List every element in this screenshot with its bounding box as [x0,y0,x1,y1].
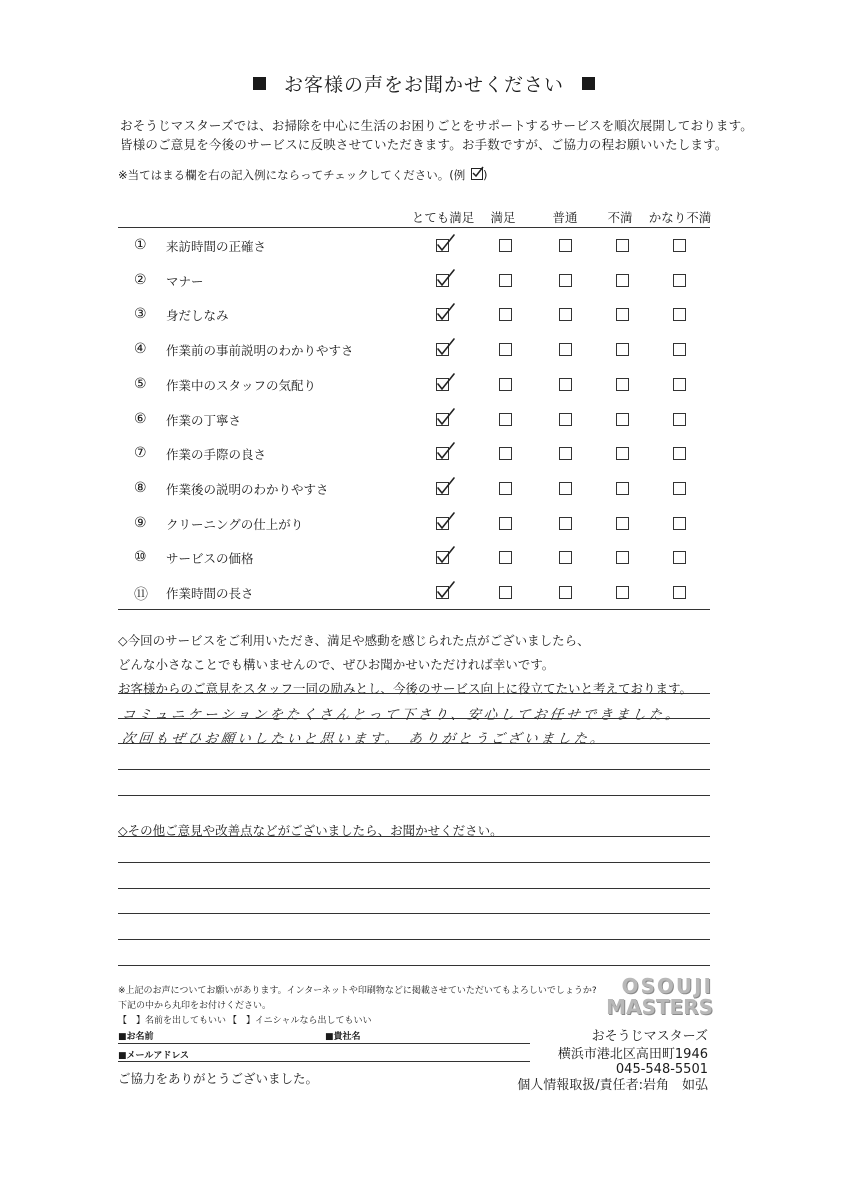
other-line-2 [118,862,710,863]
checkbox-満足[interactable] [499,517,512,530]
checkbox-不満[interactable] [616,378,629,391]
other-line-5 [118,939,710,940]
question-number: ④ [134,341,147,358]
company-logo [598,976,713,1018]
question-number: ① [134,237,147,253]
table-row [118,264,710,298]
question-number: ⑤ [134,375,147,392]
checkbox-checked[interactable] [436,274,449,287]
question-number: ③ [134,306,147,323]
note-close: ) [482,168,488,182]
question-number: ② [134,271,147,288]
question-number: ⑦ [134,445,147,462]
checkbox-かなり不満[interactable] [673,274,686,287]
checkbox-checked[interactable] [436,308,449,321]
page-title [0,70,848,97]
checkbox-かなり不満[interactable] [673,239,686,252]
checkbox-不満[interactable] [616,308,629,321]
checkbox-満足[interactable] [499,482,512,495]
logo-line-2: MASTERS [606,995,713,1019]
comment-line-5 [118,795,710,796]
checkbox-普通[interactable] [559,274,572,287]
question-number: ⑪ [134,587,148,603]
other-line-4 [118,913,710,914]
table-top-rule [118,227,710,228]
comment-line-3 [118,743,710,744]
checkbox-かなり不満[interactable] [673,517,686,530]
table-row [118,403,710,437]
checkbox-満足[interactable] [499,378,512,391]
question-label: 来訪時間の正確さ [166,239,267,254]
privacy-manager: 個人情報取扱/責任者:岩角 如弘 [517,1078,708,1093]
table-row [118,576,710,610]
question-label: 作業時間の長さ [166,586,254,601]
checkbox-かなり不満[interactable] [673,482,686,495]
question-label: 作業前の事前説明のわかりやすさ [166,343,354,359]
name-field-line[interactable] [118,1043,530,1044]
checkbox-checked[interactable] [436,482,449,495]
email-field-line[interactable] [118,1061,530,1062]
table-row [118,437,710,471]
company-phone: 045-548-5501 [615,1062,708,1077]
name-label-text: ■お名前 [118,1032,154,1042]
comment-prompt-1: ◇今回のサービスをご利用いただき、満足や感動を感じられた点がございましたら、 [118,633,590,648]
question-number: ⑩ [134,549,147,566]
checkbox-不満[interactable] [616,343,629,356]
table-row [118,507,710,541]
checkbox-普通[interactable] [559,308,572,321]
checkbox-普通[interactable] [559,378,572,391]
other-prompt: ◇その他ご意見や改善点などがございましたら、お聞かせください。 [118,823,503,838]
checkbox-不満[interactable] [616,482,629,495]
checkbox-満足[interactable] [499,413,512,426]
handwritten-comment-2: 次回もぜひお願いしたいと思います。 ありがとうございました。 [120,731,608,747]
other-line-1 [118,836,710,837]
checkbox-不満[interactable] [616,239,629,252]
checkbox-かなり不満[interactable] [673,343,686,356]
question-label: 作業の手際の良さ [166,447,267,463]
company-label-text: ■貴社名 [325,1032,361,1042]
checkbox-かなり不満[interactable] [673,551,686,564]
checkbox-満足[interactable] [499,447,512,460]
email-label [118,1048,189,1061]
col-dissatisfied: 不満 [607,210,633,225]
comment-line-1 [118,693,710,694]
option-name-ok[interactable]: 【 】名前を出してもいい [118,1016,227,1026]
title-square-left [253,77,266,90]
checkbox-checked[interactable] [436,239,449,252]
checkbox-checked[interactable] [436,447,449,460]
checkbox-checked[interactable] [436,378,449,391]
checkbox-不満[interactable] [616,447,629,460]
table-row [118,298,710,332]
option-initial-ok[interactable]: 【 】イニシャルなら出してもいい [228,1016,372,1026]
checkbox-普通[interactable] [559,551,572,564]
checkbox-不満[interactable] [616,274,629,287]
example-checkbox [471,168,483,180]
comment-line-4 [118,769,710,770]
checkbox-かなり不満[interactable] [673,447,686,460]
comment-prompt-2: どんな小さなことでも構いませんので、ぜひお聞かせいただければ幸いです。 [118,657,555,672]
checkbox-かなり不満[interactable] [673,308,686,321]
table-row [118,541,710,575]
checkbox-かなり不満[interactable] [673,413,686,426]
checkbox-満足[interactable] [499,274,512,287]
checkbox-普通[interactable] [559,343,572,356]
comment-line-2 [118,718,710,719]
checkbox-不満[interactable] [616,517,629,530]
title-square-right [582,77,595,90]
checkbox-不満[interactable] [616,551,629,564]
instruction-note [118,167,487,183]
checkbox-満足[interactable] [499,586,512,599]
name-label [118,1029,154,1042]
col-very-satisfied: とても満足 [411,210,475,225]
thanks-message: ご協力をありがとうございました。 [118,1071,319,1086]
question-label: 作業後の説明のわかりやすさ [166,481,329,497]
checkbox-普通[interactable] [559,517,572,530]
checkbox-普通[interactable] [559,413,572,426]
checkbox-かなり不満[interactable] [673,378,686,391]
intro-line-2: 皆様のご意見を今後のサービスに反映させていただきます。お手数ですが、ご協力の程お願いいたします。 [120,137,728,152]
checkbox-checked[interactable] [436,343,449,356]
question-number: ⑥ [134,410,147,427]
checkbox-かなり不満[interactable] [673,586,686,599]
question-label: サービスの価格 [166,551,254,567]
table-row [118,333,710,367]
checkbox-不満[interactable] [616,586,629,599]
other-line-3 [118,888,710,889]
question-label: 作業の丁寧さ [166,412,242,428]
question-number: ⑨ [134,514,147,531]
checkbox-checked[interactable] [436,586,449,599]
checkbox-checked[interactable] [436,551,449,564]
publication-notice: ※上記のお声についてお願いがあります。インターネットや印刷物などに掲載させていただいてもよろしいでしょうか? [118,986,597,996]
checkbox-満足[interactable] [499,239,512,252]
col-satisfied: 満足 [490,210,516,225]
other-line-6 [118,965,710,966]
question-number: ⑧ [134,479,147,496]
question-label: マナー [166,273,204,289]
logo-line-1: OSOUJI [621,974,713,998]
comment-prompt-3: お客様からのご意見をスタッフ一同の励みとし、今後のサービス向上に役立てたいと考えております。 [118,681,693,696]
checkbox-満足[interactable] [499,343,512,356]
col-neutral: 普通 [552,210,578,225]
email-label-text: ■メールアドレス [118,1051,190,1061]
checkbox-普通[interactable] [559,239,572,252]
table-row [118,368,710,402]
table-row [118,472,710,506]
checkbox-checked[interactable] [436,517,449,530]
company-label [325,1029,361,1042]
intro-line-1: おそうじマスターズでは、お掃除を中心に生活のお困りごとをサポートするサービスを順次展開しております。 [120,118,754,133]
company-name: おそうじマスターズ [591,1029,708,1044]
circle-instruction: 下記の中から丸印をお付けください。 [118,1001,272,1011]
checkbox-満足[interactable] [499,551,512,564]
question-label: 身だしなみ [166,308,229,324]
title-text: お客様の声をお聞かせください [283,74,564,96]
checkbox-満足[interactable] [499,308,512,321]
note-text: ※当てはまる欄を右の記入例にならってチェックしてください。(例 [118,168,466,182]
col-very-dissatisfied: かなり不満 [648,210,712,225]
table-bottom-rule [118,609,710,610]
question-label: クリーニングの仕上がり [166,516,304,532]
question-label: 作業中のスタッフの気配り [166,377,317,393]
checkbox-普通[interactable] [559,586,572,599]
company-address: 横浜市港北区高田町1946 [557,1047,708,1062]
handwritten-comment-1: コミュニケーションをたくさんとって下さり、安心してお任せできました。 [120,707,683,723]
checkbox-不満[interactable] [616,413,629,426]
checkbox-普通[interactable] [559,447,572,460]
checkbox-checked[interactable] [436,413,449,426]
checkbox-普通[interactable] [559,482,572,495]
table-row [118,229,710,263]
